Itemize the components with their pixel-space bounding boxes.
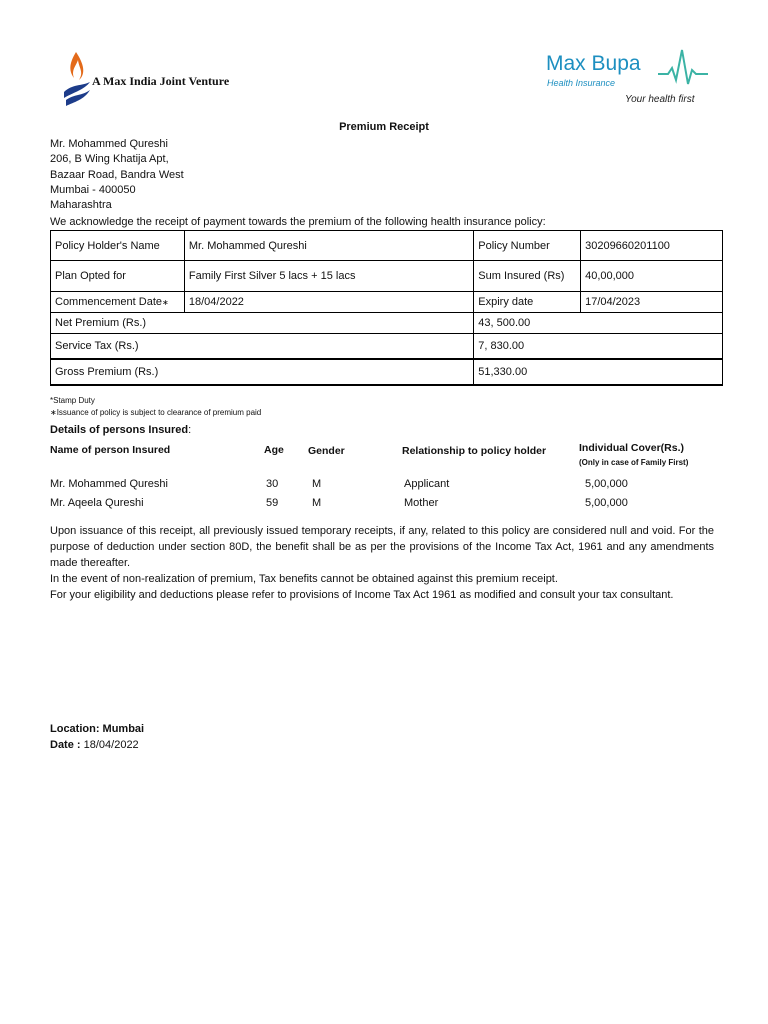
issuance-note: ∗Issuance of policy is subject to clearance of premium paid <box>50 408 262 417</box>
person-relationship: Applicant <box>404 478 450 490</box>
date-value: 18/04/2022 <box>83 739 139 751</box>
heartbeat-icon <box>658 48 708 88</box>
gross-premium-label: Gross Premium (Rs.) <box>51 359 474 385</box>
flame-wave-icon <box>62 48 92 108</box>
address-line: Mr. Mohammed Qureshi <box>50 138 168 150</box>
plan-value: Family First Silver 5 lacs + 15 lacs <box>184 261 473 292</box>
commencement-value: 18/04/2022 <box>184 292 473 313</box>
page-title: Premium Receipt <box>339 121 429 133</box>
plan-label: Plan Opted for <box>51 261 185 292</box>
terms-paragraphs <box>50 523 714 603</box>
brand-subtitle: Health Insurance <box>547 78 616 88</box>
brand-name: Max Bupa <box>546 52 641 75</box>
policy-number-value: 30209660201100 <box>581 231 723 261</box>
col-gender-header: Gender <box>308 445 345 457</box>
sum-insured-label: Sum Insured (Rs) <box>474 261 581 292</box>
col-cover-note: (Only in case of Family First) <box>579 458 689 467</box>
gross-premium-value: 51,330.00 <box>474 359 723 385</box>
person-age: 59 <box>266 497 279 509</box>
person-name: Mr. Aqeela Qureshi <box>50 497 144 509</box>
terms-paragraph: In the event of non-realization of premium, Tax benefits cannot be obtained against this premium receipt. <box>50 573 558 585</box>
recipient-address <box>50 137 184 213</box>
acknowledgement-text: We acknowledge the receipt of payment towards the premium of the following health insurance policy: <box>50 216 546 228</box>
col-name-header: Name of person Insured <box>50 444 171 456</box>
address-line: Mumbai - 400050 <box>50 183 136 196</box>
footnotes <box>50 395 261 419</box>
person-age: 30 <box>266 478 279 490</box>
col-age-header: Age <box>264 444 284 456</box>
person-gender: M <box>312 478 322 490</box>
max-bupa-logo <box>540 48 710 108</box>
sum-insured-value: 40,00,000 <box>581 261 723 292</box>
stamp-duty-note: *Stamp Duty <box>50 396 95 405</box>
max-india-logo <box>62 48 230 108</box>
service-tax-label: Service Tax (Rs.) <box>51 334 474 359</box>
service-tax-value: 7, 830.00 <box>474 334 723 359</box>
policy-number-label: Policy Number <box>474 231 581 261</box>
address-line: Bazaar Road, Bandra West <box>50 168 184 181</box>
commencement-label: Commencement Date∗ <box>51 292 185 313</box>
terms-paragraph: Upon issuance of this receipt, all previously issued temporary receipts, if any, related to this policy are considered null and void. For the purpose of deduction under section 80D, the benefit shall be as per the provisions of the Income Tax Act, 1961 and any amendments made thereafter. <box>50 525 714 569</box>
brand-tagline: Your health first <box>625 94 695 105</box>
col-relationship-header: Relationship to policy holder <box>402 445 547 457</box>
person-relationship: Mother <box>404 497 439 509</box>
address-line: 206, B Wing Khatija Apt, <box>50 153 169 166</box>
date-line: Date : 18/04/2022 <box>50 739 139 751</box>
holder-value: Mr. Mohammed Qureshi <box>184 231 473 261</box>
persons-heading: Details of persons Insured: <box>50 424 192 436</box>
net-premium-label: Net Premium (Rs.) <box>51 313 474 334</box>
expiry-label: Expiry date <box>474 292 581 313</box>
location-date <box>50 721 144 753</box>
expiry-value: 17/04/2023 <box>581 292 723 313</box>
person-name: Mr. Mohammed Qureshi <box>50 478 168 490</box>
person-gender: M <box>312 497 322 509</box>
holder-label: Policy Holder's Name <box>51 231 185 261</box>
col-cover-header: Individual Cover(Rs.) <box>579 442 685 454</box>
person-cover: 5,00,000 <box>585 497 628 509</box>
net-premium-value: 43, 500.00 <box>474 313 723 334</box>
asterisk-mark: ∗ <box>162 298 169 307</box>
policy-table <box>50 230 723 386</box>
terms-paragraph: For your eligibility and deductions please refer to provisions of Income Tax Act 1961 as modified and consult your tax consultant. <box>50 589 674 601</box>
location-label: Location: Mumbai <box>50 723 145 735</box>
person-cover: 5,00,000 <box>585 478 628 490</box>
address-line: Maharashtra <box>50 199 112 212</box>
asterisk-mark: ∗ <box>50 408 57 417</box>
joint-venture-text: A Max India Joint Venture <box>92 74 230 88</box>
